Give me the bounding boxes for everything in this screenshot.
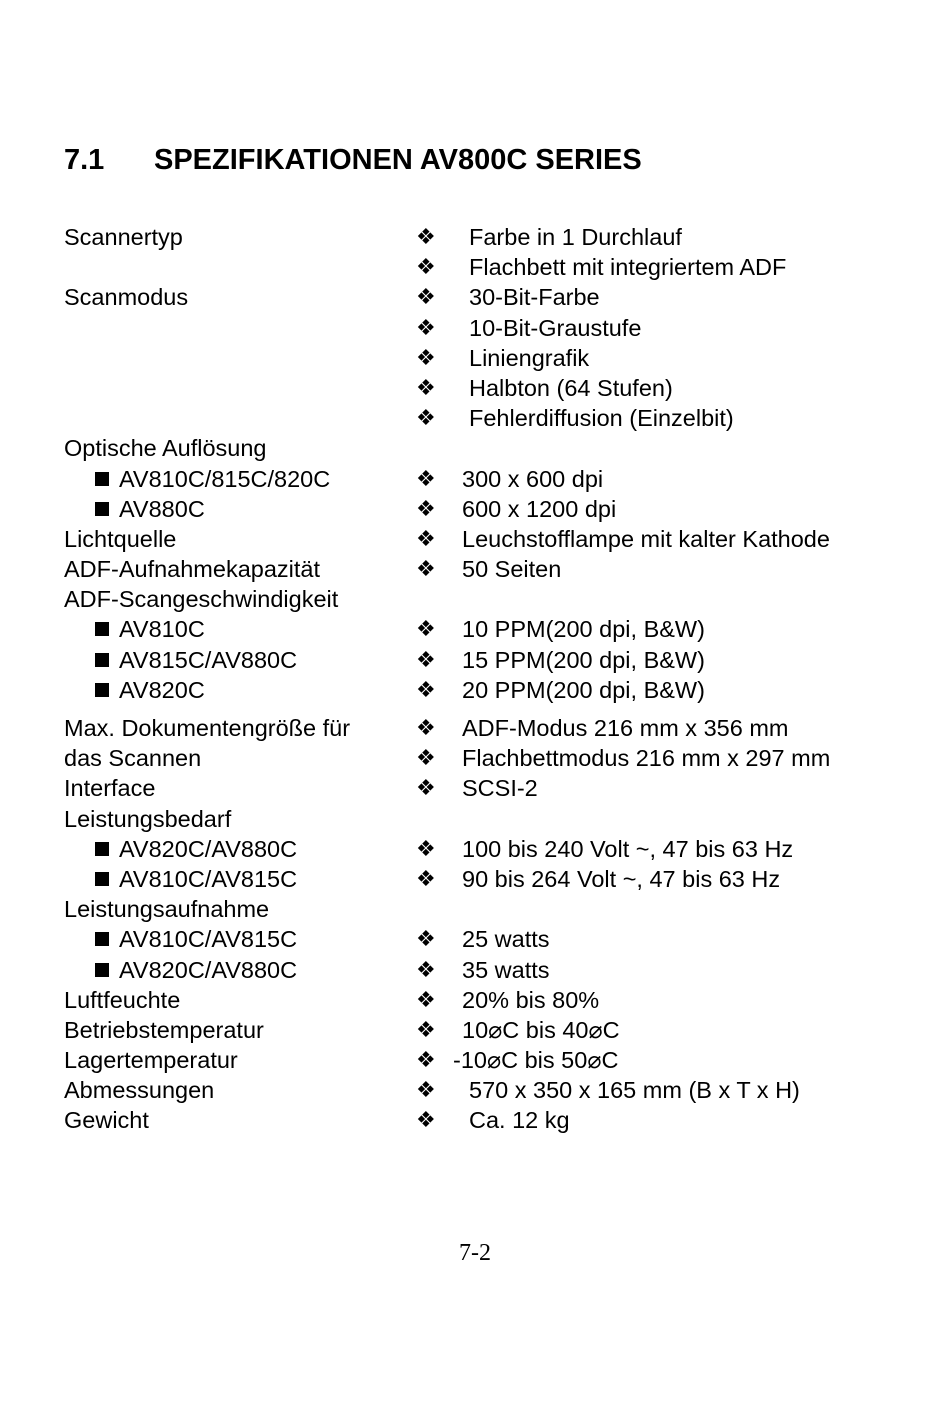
spec-label [64, 1105, 149, 1135]
diamond-bullet-icon: ❖ [416, 314, 436, 340]
spec-value: 300 x 600 dpi [462, 465, 604, 492]
diamond-bullet-icon: ❖ [416, 616, 436, 642]
spec-label [64, 1015, 264, 1045]
diamond-bullet-icon: ❖ [416, 1077, 436, 1103]
diamond-bullet-icon: ❖ [416, 986, 436, 1012]
spec-value: SCSI-2 [462, 775, 538, 802]
page-number: 7-2 [459, 1240, 491, 1266]
diamond-bullet-icon: ❖ [416, 344, 436, 370]
spec-row [0, 1045, 950, 1075]
spec-label [64, 985, 180, 1015]
spec-row [0, 403, 950, 433]
spec-label-text: AV880C [119, 495, 205, 522]
spec-value: 25 watts [462, 926, 550, 953]
spec-row [0, 464, 950, 494]
diamond-bullet-icon: ❖ [416, 745, 436, 771]
diamond-bullet-icon: ❖ [416, 865, 436, 891]
spec-label-text: Luftfeuchte [64, 986, 181, 1013]
spec-label-text: Scanmodus [64, 284, 189, 311]
spec-value: 20% bis 80% [462, 986, 600, 1013]
spec-label [64, 804, 231, 834]
square-bullet-icon [95, 932, 109, 946]
spec-value: 10 PPM(200 dpi, B&W) [462, 616, 705, 643]
spec-value: 50 Seiten [462, 556, 562, 583]
spec-label-text: das Scannen [64, 745, 202, 772]
diamond-bullet-icon: ❖ [416, 646, 436, 672]
spec-sublabel [95, 645, 297, 675]
square-bullet-icon [95, 683, 109, 697]
square-bullet-icon [95, 963, 109, 977]
square-bullet-icon [95, 872, 109, 886]
diamond-bullet-icon: ❖ [416, 465, 436, 491]
spec-value: Farbe in 1 Durchlauf [469, 224, 682, 250]
spec-label-text: Max. Dokumentengröße für [64, 715, 351, 741]
spec-value: Ca. 12 kg [469, 1107, 570, 1134]
spec-row [0, 834, 950, 864]
spec-row [0, 985, 950, 1015]
diamond-bullet-icon: ❖ [416, 525, 436, 551]
spec-sublabel [95, 834, 297, 864]
spec-row [0, 524, 950, 554]
diamond-bullet-icon: ❖ [416, 1016, 436, 1042]
spec-label [64, 894, 269, 924]
spec-value: Flachbett mit integriertem ADF [469, 254, 787, 281]
square-bullet-icon [95, 622, 109, 636]
spec-label-text: Scannertyp [64, 224, 183, 250]
spec-label [64, 1075, 214, 1105]
spec-row [0, 282, 950, 312]
spec-sublabel [95, 955, 297, 985]
spec-value: 15 PPM(200 dpi, B&W) [462, 646, 705, 673]
diamond-bullet-icon: ❖ [416, 835, 436, 861]
spec-label [64, 282, 188, 312]
spec-value: 100 bis 240 Volt ~, 47 bis 63 Hz [462, 835, 794, 862]
spec-label-text: AV810C/AV815C [119, 865, 298, 892]
spec-row [0, 252, 950, 282]
spec-value: -10⌀C bis 50⌀C [453, 1047, 619, 1074]
spec-label-text: Optische Auflösung [64, 435, 267, 462]
square-bullet-icon [95, 472, 109, 486]
spec-label [64, 433, 267, 463]
spec-value: 90 bis 264 Volt ~, 47 bis 63 Hz [462, 865, 781, 892]
diamond-bullet-icon: ❖ [416, 224, 436, 249]
spec-label-text: Leistungsbedarf [64, 805, 232, 832]
spec-row [0, 743, 950, 773]
square-bullet-icon [95, 653, 109, 667]
spec-value: 10⌀C bis 40⌀C [462, 1016, 620, 1043]
spec-sublabel [95, 675, 205, 705]
spec-row [0, 1075, 950, 1105]
spec-row [0, 1015, 950, 1045]
diamond-bullet-icon: ❖ [416, 1047, 436, 1073]
spec-row [0, 343, 950, 373]
spec-label-text: AV810C/815C/820C [119, 465, 331, 492]
spec-label [64, 773, 155, 803]
spec-sublabel [95, 464, 330, 494]
section-title: SPEZIFIKATIONEN AV800C SERIES [154, 144, 642, 176]
spec-row [0, 645, 950, 675]
spec-row [0, 433, 950, 463]
diamond-bullet-icon: ❖ [416, 676, 436, 702]
spec-label-text: AV820C [119, 676, 205, 703]
diamond-bullet-icon: ❖ [416, 775, 436, 801]
spec-label-text: AV820C/AV880C [119, 835, 298, 862]
spec-label [64, 524, 176, 554]
diamond-bullet-icon: ❖ [416, 284, 436, 310]
spec-label-text: AV815C/AV880C [119, 646, 298, 673]
diamond-bullet-icon: ❖ [416, 926, 436, 952]
spec-label-text: ADF-Scangeschwindigkeit [64, 586, 339, 613]
spec-value: Liniengrafik [469, 344, 590, 371]
spec-label [64, 713, 350, 743]
spec-label-text: Lagertemperatur [64, 1047, 238, 1074]
spec-label [64, 584, 338, 614]
spec-label-text: AV810C/AV815C [119, 926, 298, 953]
spec-label [64, 222, 183, 252]
spec-row [0, 864, 950, 894]
spec-value: Flachbettmodus 216 mm x 297 mm [462, 745, 831, 772]
spec-row [0, 713, 950, 743]
spec-row [0, 924, 950, 954]
spec-label-text: Lichtquelle [64, 525, 177, 552]
spec-row [0, 955, 950, 985]
spec-row [0, 494, 950, 524]
spec-label-text: Betriebstemperatur [64, 1016, 264, 1043]
spec-row [0, 773, 950, 803]
spec-label-text: ADF-Aufnahmekapazität [64, 556, 321, 583]
diamond-bullet-icon: ❖ [416, 715, 436, 740]
diamond-bullet-icon: ❖ [416, 374, 436, 400]
spec-value: 35 watts [462, 956, 550, 983]
spec-label-text: Abmessungen [64, 1077, 215, 1104]
spec-value: 20 PPM(200 dpi, B&W) [462, 676, 705, 703]
spec-row [0, 804, 950, 834]
spec-row [0, 313, 950, 343]
spec-table [0, 222, 950, 1136]
spec-value: 30-Bit-Farbe [469, 284, 600, 311]
spec-label-text: Interface [64, 775, 156, 802]
spec-value: 10-Bit-Graustufe [469, 314, 642, 341]
spec-value: Fehlerdiffusion (Einzelbit) [469, 405, 734, 432]
spec-label-text: Gewicht [64, 1107, 149, 1134]
square-bullet-icon [95, 842, 109, 856]
spec-row [0, 894, 950, 924]
spec-value: ADF-Modus 216 mm x 356 mm [462, 715, 789, 741]
spec-label [64, 743, 201, 773]
spec-row [0, 222, 950, 252]
diamond-bullet-icon: ❖ [416, 495, 436, 521]
diamond-bullet-icon: ❖ [416, 405, 436, 431]
diamond-bullet-icon: ❖ [416, 556, 436, 582]
diamond-bullet-icon: ❖ [416, 956, 436, 982]
spec-row [0, 554, 950, 584]
diamond-bullet-icon: ❖ [416, 254, 436, 280]
spec-label-text: Leistungsaufnahme [64, 896, 270, 923]
spec-row [0, 614, 950, 644]
spec-label-text: AV820C/AV880C [119, 956, 298, 983]
spec-value: 600 x 1200 dpi [462, 495, 617, 522]
spec-row [0, 675, 950, 705]
spec-label [64, 554, 320, 584]
spec-label-text: AV810C [119, 616, 205, 643]
section-heading [64, 144, 642, 177]
spec-sublabel [95, 864, 297, 894]
spec-row [0, 584, 950, 614]
diamond-bullet-icon: ❖ [416, 1107, 436, 1133]
spec-value: 570 x 350 x 165 mm (B x T x H) [469, 1077, 800, 1104]
section-number: 7.1 [64, 144, 105, 176]
spec-row [0, 1105, 950, 1135]
spec-sublabel [95, 614, 205, 644]
spec-sublabel [95, 494, 205, 524]
spec-label [64, 1045, 238, 1075]
spec-sublabel [95, 924, 297, 954]
spec-row [0, 373, 950, 403]
square-bullet-icon [95, 502, 109, 516]
spec-value: Halbton (64 Stufen) [469, 374, 673, 401]
spec-value: Leuchstofflampe mit kalter Kathode [462, 525, 830, 552]
